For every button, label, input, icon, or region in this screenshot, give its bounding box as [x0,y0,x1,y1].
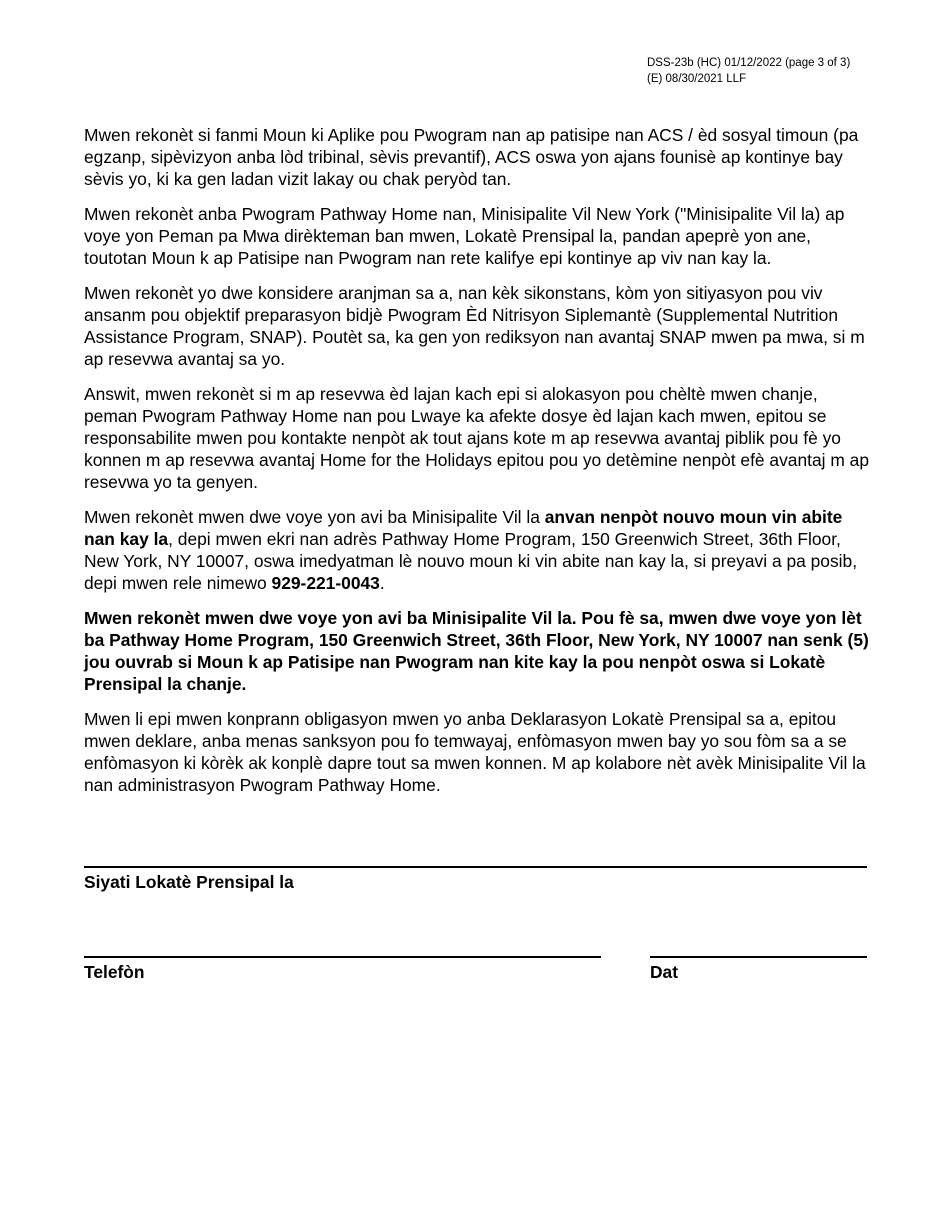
paragraph-snap-benefits: Mwen rekonèt yo dwe konsidere aranjman sa a, nan kèk sikonstans, kòm yon sitiyasyon pou viv ansanm pou objektif preparasyon bidjè Pwogram Èd Nitrisyon Siplemantè (Supplemental Nutrition Assistance Program, SNAP). Poutèt sa, ka gen yon rediksyon nan avantaj SNAP mwen pa mwa, si m ap resevwa avantaj sa yo. [84,283,865,369]
date-line[interactable] [650,956,867,958]
contact-phone-number: 929-221-0043 [271,573,380,593]
form-id-line-2: (E) 08/30/2021 LLF [647,73,747,85]
phone-line[interactable] [84,956,601,958]
paragraph-monthly-payment: Mwen rekonèt anba Pwogram Pathway Home nan, Minisipalite Vil New York ("Minisipalite Vil la) ap voye yon Peman pa Mwa dirèkteman ban mwen, Lokatè Prensipal la, pandan apeprè yon ane, toutotan Moun k ap Patisipe nan Pwogram nan rete kalifye epi kontinye ap viv nan kay la. [84,204,845,268]
new-occupant-text-1: Mwen rekonèt mwen dwe voye yon avi ba Minisipalite Vil la [84,507,545,527]
paragraph-cash-assistance: Answit, mwen rekonèt si m ap resevwa èd lajan kach epi si alokasyon pou chèltè mwen chanje, peman Pwogram Pathway Home nan pou Lwaye ka afekte dosye èd lajan kach mwen, epitou se responsabilite mwen pou kontakte nenpòt ak tout ajans kote m ap resevwa avantaj piblik pou fè yo konnen m ap resevwa avantaj Home for the Holidays epitou pou yo detèmine nenpòt efè avantaj m ap resevwa yo ta genyen. [84,384,869,492]
new-occupant-text-end: . [379,573,385,593]
new-occupant-emphasis: anvan nenpòt nouvo moun vin abite nan kay la [84,507,843,549]
phone-label: Telefòn [84,962,145,982]
paragraph-acs-services: Mwen rekonèt si fanmi Moun ki Aplike pou Pwogram nan ap patisipe nan ACS / èd sosyal timoun (pa egzanp, sipèvizyon anba lòd tribinal, sèvis prevantif), ACS oswa yon ajans founisè ap kontinye bay sèvis yo, ki ka gen ladan vizit lakay ou chak peryòd tan. [84,125,859,189]
form-identifier [647,55,850,87]
new-occupant-text-2: , depi mwen ekri nan adrès Pathway Home Program, 150 Greenwich Street, 36th Floor, New York, NY 10007, oswa imedyatman lè nouvo moun ki vin abite nan kay la, si preyavi a pa posib, depi mwen rele nimewo [84,529,858,593]
paragraph-departure-notice: Mwen rekonèt mwen dwe voye yon avi ba Minisipalite Vil la. Pou fè sa, mwen dwe voye yon lèt ba Pathway Home Program, 150 Greenwich Street, 36th Floor, New York, NY 10007 nan senk (5) jou ouvrab si Moun k ap Patisipe nan Pwogram nan kite kay la pou nenpòt oswa si Lokatè Prensipal la chanje. [84,608,869,694]
document-body [84,124,874,809]
paragraph-new-occupant-notice [84,506,874,594]
form-id-line-1: DSS-23b (HC) 01/12/2022 (page 3 of 3) [647,57,851,69]
date-label: Dat [650,962,679,982]
signature-label: Siyati Lokatè Prensipal la [84,872,294,892]
signature-line[interactable] [84,866,867,868]
paragraph-attestation: Mwen li epi mwen konprann obligasyon mwen yo anba Deklarasyon Lokatè Prensipal sa a, epitou mwen deklare, anba menas sanksyon pou fo temwayaj, enfòmasyon mwen bay yo sou fòm sa a se enfòmasyon ki kòrèk ak konplè dapre tout sa mwen konnen. M ap kolabore nèt avèk Minisipalite Vil la nan administrasyon Pwogram Pathway Home. [84,709,866,795]
